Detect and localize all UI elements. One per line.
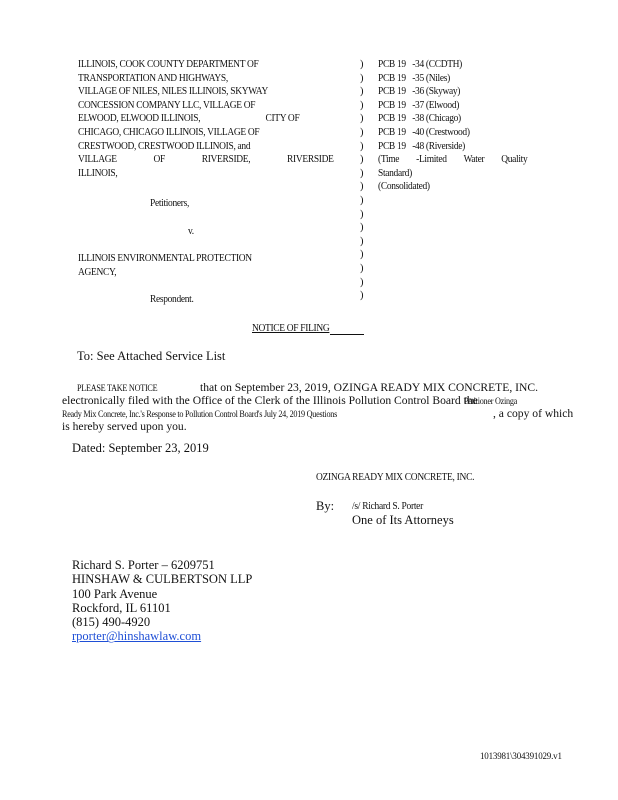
case-pcb: PCB 19 <box>378 86 406 98</box>
paren: ) <box>360 86 364 98</box>
body-text: that on September 23, 2019, OZINGA READY MIX CONCRETE, INC. <box>200 381 539 394</box>
body-line-1 <box>77 378 573 394</box>
paren: ) <box>360 249 364 261</box>
case-num: -48 (Riverside) <box>412 140 465 152</box>
paren: ) <box>360 276 364 288</box>
paren: ) <box>360 194 364 206</box>
notice-title: NOTICE OF FILING <box>252 323 330 334</box>
body-small-text: Petitioner Ozinga <box>463 397 517 407</box>
attorney-firm: HINSHAW & CULBERTSON LLP <box>72 572 253 587</box>
case-num: -36 (Skyway) <box>412 86 461 98</box>
paren: ) <box>360 262 364 274</box>
signature-company: OZINGA READY MIX CONCRETE, INC. <box>316 472 475 483</box>
party-text: VILLAGE <box>78 154 117 166</box>
case-num: -38 (Chicago) <box>412 113 461 125</box>
attorney-phone: (815) 490-4920 <box>72 615 151 630</box>
case-row <box>378 140 527 154</box>
paren: ) <box>360 235 364 247</box>
agency-line: AGENCY, <box>78 266 117 278</box>
body-small-text: Ready Mix Concrete, Inc.'s Response to Pollution Control Board's July 24, 2019 Questions <box>62 410 338 420</box>
paren: ) <box>360 154 364 166</box>
case-text: Quality <box>501 154 528 166</box>
paren: ) <box>360 140 364 152</box>
case-row <box>378 72 527 86</box>
case-pcb: PCB 19 <box>378 99 406 111</box>
party-line: CHICAGO, CHICAGO ILLINOIS, VILLAGE OF <box>78 126 260 138</box>
party-line: CRESTWOOD, CRESTWOOD ILLINOIS, and <box>78 140 251 152</box>
paren: ) <box>360 167 364 179</box>
body-text: electronically filed with the Office of the Clerk of the Illinois Pollution Control Board the <box>62 394 478 407</box>
party-text: OF <box>153 154 165 166</box>
case-num: -35 (Niles) <box>412 72 450 84</box>
case-num: -34 (CCDTH) <box>412 59 463 70</box>
respondent-agency <box>78 252 252 279</box>
case-row <box>378 126 527 140</box>
case-numbers <box>378 58 527 194</box>
case-text: -Limited <box>416 154 447 166</box>
paren: ) <box>360 59 364 70</box>
consolidated-line: (Consolidated) <box>378 181 430 193</box>
signature-role: One of Its Attorneys <box>352 513 454 527</box>
case-pcb: PCB 19 <box>378 113 406 125</box>
case-num: -40 (Crestwood) <box>412 126 470 138</box>
attorney-name: Richard S. Porter – 6209751 <box>72 558 215 572</box>
party-line: ILLINOIS, <box>78 167 118 179</box>
versus-label: v. <box>188 226 194 237</box>
body-text: , a copy of which <box>493 407 574 420</box>
paren: ) <box>360 290 364 302</box>
respondent-label: Respondent. <box>150 294 194 305</box>
party-line-village <box>78 153 334 167</box>
attorney-street: 100 Park Avenue <box>72 586 158 601</box>
signature-line: /s/ Richard S. Porter <box>352 501 423 512</box>
party-line-elwood <box>78 112 299 126</box>
caption-paren-column <box>360 58 364 303</box>
party-line: TRANSPORTATION AND HIGHWAYS, <box>78 72 228 84</box>
attorney-email-link[interactable]: rporter@hinshawlaw.com <box>72 629 202 644</box>
paren: ) <box>360 126 364 138</box>
standard-line: Standard) <box>378 167 412 179</box>
please-take-notice: PLEASE TAKE NOTICE <box>77 384 158 394</box>
party-line: ILLINOIS, COOK COUNTY DEPARTMENT OF <box>78 59 259 70</box>
notice-body <box>62 378 574 433</box>
case-pcb: PCB 19 <box>378 59 406 70</box>
party-line: CONCESSION COMPANY LLC, VILLAGE OF <box>78 99 256 111</box>
case-text: (Time <box>378 154 400 166</box>
case-num: -37 (Elwood) <box>412 99 460 111</box>
case-pcb: PCB 19 <box>378 126 406 138</box>
document-id: 1013981\304391029.v1 <box>480 751 562 761</box>
party-text: RIVERSIDE <box>287 154 334 166</box>
petitioners-label: Petitioners, <box>150 198 190 209</box>
attorney-city: Rockford, IL 61101 <box>72 600 171 615</box>
dated-line: Dated: September 23, 2019 <box>72 441 209 455</box>
body-text: is hereby served upon you. <box>62 420 187 433</box>
party-text: ELWOOD, ELWOOD ILLINOIS, <box>78 113 201 125</box>
case-row <box>378 85 527 99</box>
party-text: RIVERSIDE, <box>201 154 251 166</box>
paren: ) <box>360 72 364 84</box>
case-row <box>378 112 527 126</box>
party-text: CITY OF <box>265 113 300 125</box>
caption-parties <box>78 58 339 180</box>
title-underline <box>330 334 364 335</box>
case-text: Water <box>463 154 485 166</box>
case-row <box>378 99 527 113</box>
paren: ) <box>360 222 364 234</box>
paren: ) <box>360 113 364 125</box>
case-pcb: PCB 19 <box>378 140 406 152</box>
case-pcb: PCB 19 <box>378 72 406 84</box>
paren: ) <box>360 99 364 111</box>
case-row <box>378 58 527 72</box>
to-service-list: To: See Attached Service List <box>77 349 226 363</box>
attorney-address-block <box>72 558 252 644</box>
signature-by-label: By: <box>316 499 335 513</box>
time-limited-line <box>378 153 527 167</box>
party-line: VILLAGE OF NILES, NILES ILLINOIS, SKYWAY <box>78 86 268 98</box>
paren: ) <box>360 208 364 220</box>
paren: ) <box>360 181 364 193</box>
agency-line: ILLINOIS ENVIRONMENTAL PROTECTION <box>78 253 252 264</box>
